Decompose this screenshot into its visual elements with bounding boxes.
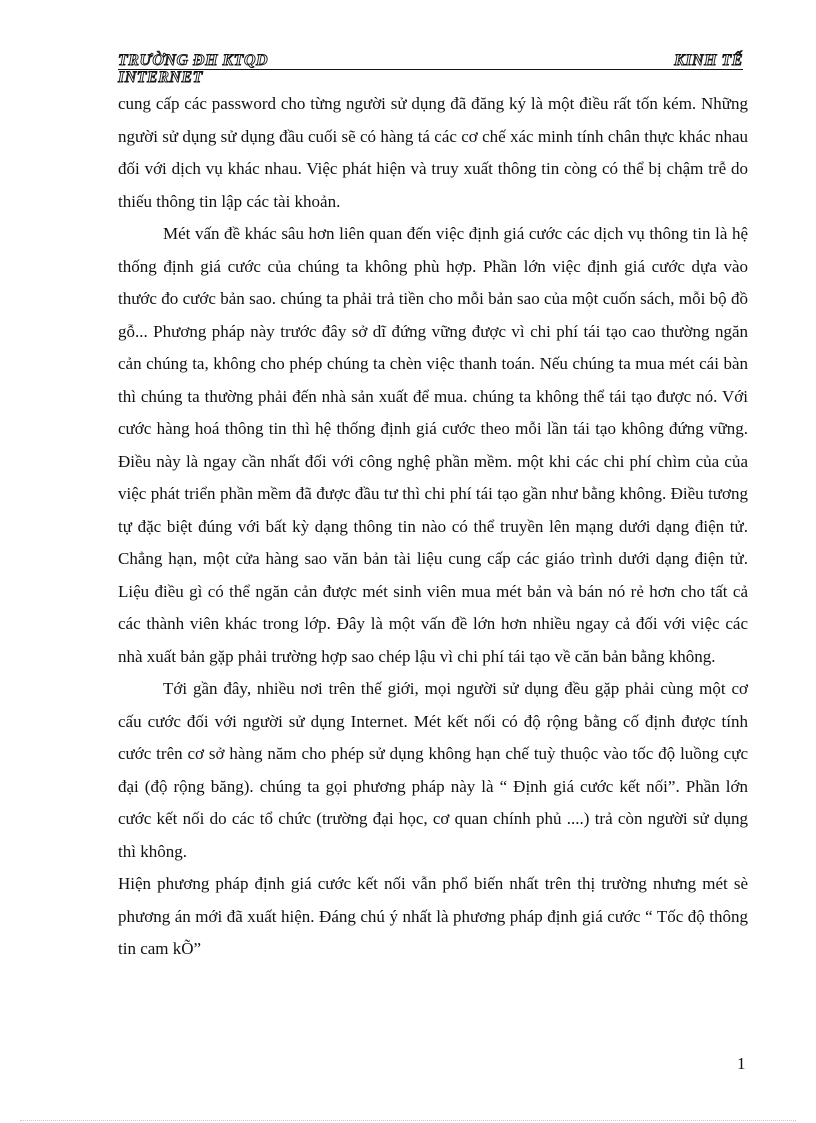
paragraph-4: Hiện phương pháp định giá cước kết nối vẫn phổ biến nhất trên thị trường nhưng mét sè phương án mới đã xuất hiện. Đáng chú ý nhất là phương pháp định giá cước “ Tốc độ thông tin cam kÕ” <box>118 874 748 958</box>
header-rule <box>118 69 743 70</box>
paragraph-1: cung cấp các password cho từng người sử dụng đã đăng ký là một điều rất tốn kém. Những người sử dụng sử dụng đầu cuối sẽ có hàng tá các cơ chế xác minh tính chân thực khác nhau đối với dịch vụ khác nhau. Việc phát hiện và truy xuất thông tin còng có thể bị chậm trễ do thiếu thông tin lập các tài khoản. <box>118 94 748 211</box>
paragraph-2: Mét vấn đề khác sâu hơn liên quan đến việc định giá cước các dịch vụ thông tin là hệ thống định giá cước của chúng ta không phù hợp. Phần lớn việc định giá cước dựa vào thước đo cước bản sao. chúng ta phải trả tiền cho mỗi bản sao của một cuốn sách, mỗi bộ đồ gỗ... Phương pháp này trước đây sở dĩ đứng vững được vì chi phí tái tạo cao thường ngăn cản chúng ta, không cho phép chúng ta chèn việc thanh toán. Nếu chúng ta mua mét cái bàn thì chúng ta thường phải đến nhà sản xuất để mua. chúng ta không thể tái tạo được nó. Với cước hàng hoá thông tin thì hệ thống định giá cước theo mỗi lần tái tạo không đứng vững. Điều này là ngay cần nhất đối với công nghệ phần mềm. một khi các chi phí chìm của của việc phát triển phần mềm đã được đầu tư thì chi phí tái tạo gần như bằng không. Điều tương tự đặc biệt đúng với bất kỳ dạng thông tin nào có thể truyền lên mạng dưới dạng điện tử. Chẳng hạn, một cửa hàng sao văn bản tài liệu cung cấp các giáo trình dưới dạng điện tử. Liệu điều gì có thể ngăn cản được mét sinh viên mua mét bản và bán nó rẻ hơn cho tất cả các thành viên khác trong lớp. Đây là một vấn đề lớn hơn nhiều ngay cả đối với việc các nhà xuất bản gặp phải trường hợp sao chép lậu vì chi phí tái tạo về căn bản bằng không. <box>118 224 748 666</box>
page-header <box>118 53 743 87</box>
header-subject-continued: INTERNET <box>118 69 203 86</box>
header-subject: KINH TẾ <box>674 52 743 69</box>
paragraph-3: Tới gần đây, nhiều nơi trên thế giới, mọi người sử dụng đều gặp phải cùng một cơ cấu cước đối với người sử dụng Internet. Mét kết nối có độ rộng bằng cố định được tính cước trên cơ sở hàng năm cho phép sử dụng không hạn chế tuỳ thuộc vào tốc độ luồng cực đại (độ rộng băng). chúng ta gọi phương pháp này là “ Định giá cước kết nối”. Phần lớn cước kết nối do các tổ chức (trường đại học, cơ quan chính phủ ....) trả còn người sử dụng thì không. <box>118 679 748 861</box>
page-number: 1 <box>737 1054 746 1073</box>
body-text <box>118 88 748 966</box>
header-school-name: TRƯỜNG ĐH KTQD <box>118 52 269 69</box>
page-bottom-border <box>20 1120 796 1121</box>
